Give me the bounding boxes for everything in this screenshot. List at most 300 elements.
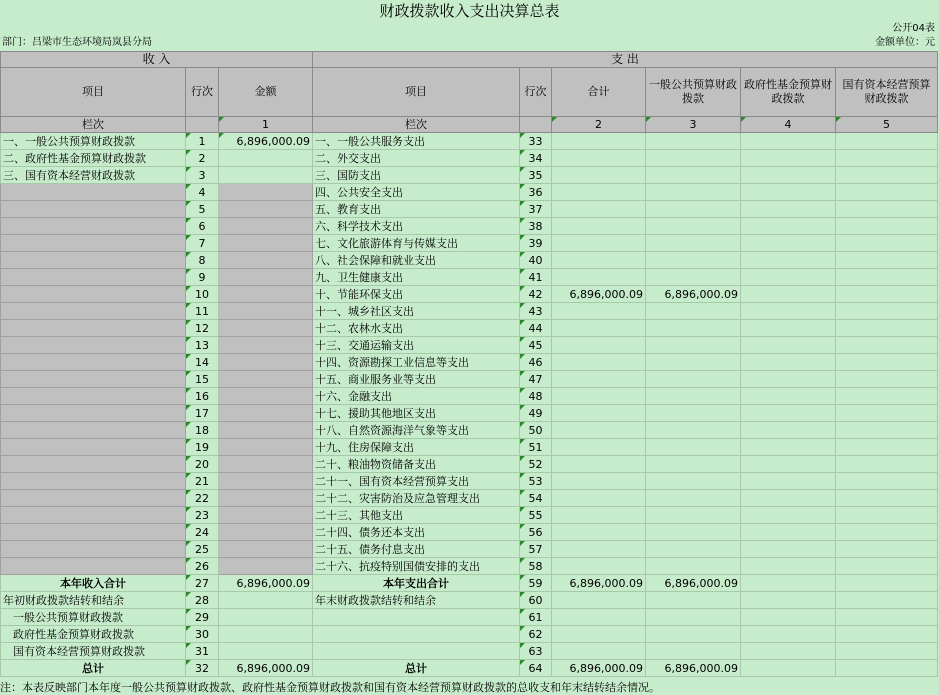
carry-expense-line[interactable]: 63 — [520, 643, 552, 660]
expense-item[interactable]: 九、卫生健康支出 — [313, 269, 520, 286]
expense-fund[interactable] — [741, 422, 836, 439]
carry-income-amount[interactable] — [219, 626, 313, 643]
expense-line[interactable]: 42 — [520, 286, 552, 303]
expense-fund[interactable] — [741, 218, 836, 235]
expense-line[interactable]: 57 — [520, 541, 552, 558]
expense-line[interactable]: 39 — [520, 235, 552, 252]
income-amount[interactable] — [219, 150, 313, 167]
income-item[interactable] — [1, 218, 186, 235]
expense-total[interactable] — [552, 524, 646, 541]
expense-state[interactable] — [836, 388, 938, 405]
expense-general[interactable] — [646, 456, 741, 473]
carry-expense-item[interactable] — [313, 609, 520, 626]
expense-state[interactable] — [836, 303, 938, 320]
expense-fund[interactable] — [741, 337, 836, 354]
col-index-label2: 栏次 — [313, 117, 520, 133]
expense-total[interactable] — [552, 133, 646, 150]
carry-expense-fund[interactable] — [741, 592, 836, 609]
income-amount[interactable] — [219, 235, 313, 252]
carry-expense-general[interactable] — [646, 643, 741, 660]
expense-state[interactable] — [836, 201, 938, 218]
expense-item[interactable]: 十四、资源勘探工业信息等支出 — [313, 354, 520, 371]
grand-expense-line[interactable]: 64 — [520, 660, 552, 677]
income-line[interactable]: 9 — [186, 269, 219, 286]
expense-state[interactable] — [836, 507, 938, 524]
expense-total-total[interactable]: 6,896,000.09 — [552, 575, 646, 592]
expense-general[interactable] — [646, 473, 741, 490]
income-item[interactable] — [1, 286, 186, 303]
expense-total[interactable] — [552, 473, 646, 490]
income-amount[interactable] — [219, 507, 313, 524]
expense-state[interactable] — [836, 541, 938, 558]
income-amount[interactable] — [219, 388, 313, 405]
expense-line[interactable]: 44 — [520, 320, 552, 337]
expense-line[interactable]: 55 — [520, 507, 552, 524]
expense-general[interactable] — [646, 337, 741, 354]
grand-income-label[interactable]: 总计 — [1, 660, 186, 677]
expense-general[interactable] — [646, 439, 741, 456]
grand-income-amount[interactable]: 6,896,000.09 — [219, 660, 313, 677]
expense-total[interactable] — [552, 354, 646, 371]
income-line[interactable]: 18 — [186, 422, 219, 439]
expense-state[interactable] — [836, 337, 938, 354]
expense-fund[interactable] — [741, 473, 836, 490]
expense-state[interactable] — [836, 473, 938, 490]
income-item[interactable]: 一、一般公共预算财政拨款 — [1, 133, 186, 150]
total-row — [1, 575, 938, 592]
expense-fund[interactable] — [741, 167, 836, 184]
expense-fund[interactable] — [741, 558, 836, 575]
income-item[interactable] — [1, 252, 186, 269]
expense-total[interactable] — [552, 150, 646, 167]
expense-state[interactable] — [836, 490, 938, 507]
expense-item[interactable]: 二十二、灾害防治及应急管理支出 — [313, 490, 520, 507]
income-amount[interactable] — [219, 337, 313, 354]
income-line[interactable]: 15 — [186, 371, 219, 388]
expense-line[interactable]: 47 — [520, 371, 552, 388]
expense-general[interactable] — [646, 541, 741, 558]
expense-total[interactable] — [552, 456, 646, 473]
income-amount[interactable] — [219, 524, 313, 541]
income-amount[interactable] — [219, 269, 313, 286]
carry-expense-total[interactable] — [552, 609, 646, 626]
expense-item[interactable]: 二十、粮油物资储备支出 — [313, 456, 520, 473]
income-amount[interactable] — [219, 286, 313, 303]
expense-fund[interactable] — [741, 541, 836, 558]
income-line[interactable]: 19 — [186, 439, 219, 456]
income-line[interactable]: 16 — [186, 388, 219, 405]
expense-total[interactable] — [552, 371, 646, 388]
income-item[interactable] — [1, 320, 186, 337]
carry-expense-line[interactable]: 61 — [520, 609, 552, 626]
carry-expense-total[interactable] — [552, 592, 646, 609]
income-item[interactable] — [1, 456, 186, 473]
income-item[interactable] — [1, 354, 186, 371]
expense-general[interactable] — [646, 507, 741, 524]
expense-general[interactable] — [646, 269, 741, 286]
carry-expense-item[interactable]: 年末财政拨款结转和结余 — [313, 592, 520, 609]
carry-income-line[interactable]: 29 — [186, 609, 219, 626]
income-line[interactable]: 22 — [186, 490, 219, 507]
expense-line[interactable]: 54 — [520, 490, 552, 507]
expense-fund[interactable] — [741, 490, 836, 507]
income-item[interactable] — [1, 388, 186, 405]
expense-fund[interactable] — [741, 184, 836, 201]
carry-income-amount[interactable] — [219, 592, 313, 609]
expense-item[interactable]: 三、国防支出 — [313, 167, 520, 184]
expense-line[interactable]: 53 — [520, 473, 552, 490]
grand-expense-fund[interactable] — [741, 660, 836, 677]
income-line[interactable]: 17 — [186, 405, 219, 422]
carry-expense-general[interactable] — [646, 592, 741, 609]
table-row — [1, 235, 938, 252]
income-item[interactable] — [1, 269, 186, 286]
carry-expense-state[interactable] — [836, 626, 938, 643]
expense-total[interactable] — [552, 184, 646, 201]
expense-total[interactable] — [552, 439, 646, 456]
income-line[interactable]: 24 — [186, 524, 219, 541]
income-line[interactable]: 5 — [186, 201, 219, 218]
expense-total[interactable] — [552, 201, 646, 218]
expense-line[interactable]: 38 — [520, 218, 552, 235]
expense-line[interactable]: 41 — [520, 269, 552, 286]
income-line[interactable]: 25 — [186, 541, 219, 558]
expense-fund[interactable] — [741, 252, 836, 269]
income-amount[interactable] — [219, 320, 313, 337]
table-row — [1, 490, 938, 507]
expense-line[interactable]: 36 — [520, 184, 552, 201]
expense-state[interactable] — [836, 286, 938, 303]
expense-fund[interactable] — [741, 405, 836, 422]
expense-fund[interactable] — [741, 524, 836, 541]
income-item[interactable] — [1, 303, 186, 320]
carry-income-item[interactable]: 政府性基金预算财政拨款 — [1, 626, 186, 643]
expense-general[interactable] — [646, 320, 741, 337]
expense-general[interactable] — [646, 218, 741, 235]
expense-item[interactable]: 四、公共安全支出 — [313, 184, 520, 201]
expense-general[interactable] — [646, 405, 741, 422]
expense-line[interactable]: 49 — [520, 405, 552, 422]
expense-total[interactable] — [552, 507, 646, 524]
expense-general[interactable] — [646, 167, 741, 184]
expense-item[interactable]: 二、外交支出 — [313, 150, 520, 167]
income-line[interactable]: 7 — [186, 235, 219, 252]
carry-expense-general[interactable] — [646, 626, 741, 643]
expense-general[interactable] — [646, 558, 741, 575]
expense-general[interactable] — [646, 235, 741, 252]
carry-expense-item[interactable] — [313, 626, 520, 643]
income-amount[interactable] — [219, 456, 313, 473]
expense-general[interactable]: 6,896,000.09 — [646, 286, 741, 303]
expense-total[interactable]: 6,896,000.09 — [552, 286, 646, 303]
income-total-label[interactable]: 本年收入合计 — [1, 575, 186, 592]
expense-general[interactable] — [646, 524, 741, 541]
income-item[interactable] — [1, 558, 186, 575]
expense-state[interactable] — [836, 524, 938, 541]
carry-row — [1, 626, 938, 643]
income-item[interactable] — [1, 184, 186, 201]
income-item[interactable] — [1, 201, 186, 218]
expense-general[interactable] — [646, 150, 741, 167]
income-line[interactable]: 14 — [186, 354, 219, 371]
carry-income-line[interactable]: 30 — [186, 626, 219, 643]
grand-expense-state[interactable] — [836, 660, 938, 677]
expense-fund[interactable] — [741, 235, 836, 252]
expense-item[interactable]: 十三、交通运输支出 — [313, 337, 520, 354]
income-amount[interactable] — [219, 201, 313, 218]
income-total-amount[interactable]: 6,896,000.09 — [219, 575, 313, 592]
expense-item[interactable]: 七、文化旅游体育与传媒支出 — [313, 235, 520, 252]
expense-total-label[interactable]: 本年支出合计 — [313, 575, 520, 592]
expense-fund[interactable] — [741, 354, 836, 371]
carry-expense-total[interactable] — [552, 643, 646, 660]
expense-state[interactable] — [836, 150, 938, 167]
expense-line[interactable]: 50 — [520, 422, 552, 439]
expense-line[interactable]: 58 — [520, 558, 552, 575]
col-index-2: 2 — [552, 117, 646, 133]
carry-expense-fund[interactable] — [741, 626, 836, 643]
expense-total[interactable] — [552, 388, 646, 405]
expense-item[interactable]: 八、社会保障和就业支出 — [313, 252, 520, 269]
expense-state[interactable] — [836, 354, 938, 371]
income-line[interactable]: 13 — [186, 337, 219, 354]
expense-state[interactable] — [836, 252, 938, 269]
carry-income-item[interactable]: 一般公共预算财政拨款 — [1, 609, 186, 626]
expense-state[interactable] — [836, 269, 938, 286]
income-item[interactable] — [1, 524, 186, 541]
income-amount[interactable] — [219, 439, 313, 456]
income-item[interactable] — [1, 490, 186, 507]
income-line[interactable]: 10 — [186, 286, 219, 303]
expense-total[interactable] — [552, 558, 646, 575]
expense-item[interactable]: 十一、城乡社区支出 — [313, 303, 520, 320]
expense-fund[interactable] — [741, 150, 836, 167]
expense-total-general[interactable]: 6,896,000.09 — [646, 575, 741, 592]
expense-fund[interactable] — [741, 303, 836, 320]
expense-general[interactable] — [646, 201, 741, 218]
expense-item[interactable]: 五、教育支出 — [313, 201, 520, 218]
expense-item[interactable]: 二十五、债务付息支出 — [313, 541, 520, 558]
expense-item[interactable]: 十八、自然资源海洋气象等支出 — [313, 422, 520, 439]
expense-fund[interactable] — [741, 507, 836, 524]
expense-fund[interactable] — [741, 320, 836, 337]
expense-line[interactable]: 33 — [520, 133, 552, 150]
page-title: 财政拨款收入支出决算总表 — [379, 2, 560, 20]
expense-line[interactable]: 34 — [520, 150, 552, 167]
expense-line[interactable]: 40 — [520, 252, 552, 269]
expense-item[interactable]: 二十四、债务还本支出 — [313, 524, 520, 541]
expense-fund[interactable] — [741, 456, 836, 473]
expense-item[interactable]: 十二、农林水支出 — [313, 320, 520, 337]
expense-line[interactable]: 56 — [520, 524, 552, 541]
expense-general[interactable] — [646, 422, 741, 439]
expense-state[interactable] — [836, 218, 938, 235]
expense-line[interactable]: 45 — [520, 337, 552, 354]
expense-total[interactable] — [552, 303, 646, 320]
expense-fund[interactable] — [741, 388, 836, 405]
expense-line[interactable]: 37 — [520, 201, 552, 218]
carry-expense-fund[interactable] — [741, 609, 836, 626]
table-row — [1, 150, 938, 167]
expense-item[interactable]: 六、科学技术支出 — [313, 218, 520, 235]
income-item[interactable] — [1, 405, 186, 422]
expense-total[interactable] — [552, 269, 646, 286]
income-item[interactable] — [1, 235, 186, 252]
expense-line[interactable]: 35 — [520, 167, 552, 184]
expense-general[interactable] — [646, 371, 741, 388]
income-item[interactable] — [1, 422, 186, 439]
income-line[interactable]: 4 — [186, 184, 219, 201]
carry-income-item[interactable]: 国有资本经营预算财政拨款 — [1, 643, 186, 660]
expense-total[interactable] — [552, 252, 646, 269]
expense-item[interactable]: 十九、住房保障支出 — [313, 439, 520, 456]
income-line[interactable]: 6 — [186, 218, 219, 235]
income-amount[interactable] — [219, 558, 313, 575]
grand-expense-general[interactable]: 6,896,000.09 — [646, 660, 741, 677]
expense-item[interactable]: 二十六、抗疫特别国债安排的支出 — [313, 558, 520, 575]
income-amount[interactable] — [219, 184, 313, 201]
expense-fund[interactable] — [741, 133, 836, 150]
expense-item[interactable]: 二十一、国有资本经营预算支出 — [313, 473, 520, 490]
carry-income-item[interactable]: 年初财政拨款结转和结余 — [1, 592, 186, 609]
income-item[interactable] — [1, 439, 186, 456]
expense-total[interactable] — [552, 167, 646, 184]
expense-line[interactable]: 52 — [520, 456, 552, 473]
expense-line[interactable]: 48 — [520, 388, 552, 405]
income-line[interactable]: 1 — [186, 133, 219, 150]
expense-general[interactable] — [646, 490, 741, 507]
income-item[interactable] — [1, 507, 186, 524]
carry-expense-state[interactable] — [836, 609, 938, 626]
carry-expense-general[interactable] — [646, 609, 741, 626]
expense-fund[interactable] — [741, 269, 836, 286]
carry-expense-line[interactable]: 60 — [520, 592, 552, 609]
expense-line[interactable]: 43 — [520, 303, 552, 320]
income-amount[interactable] — [219, 490, 313, 507]
grand-income-line[interactable]: 32 — [186, 660, 219, 677]
expense-general[interactable] — [646, 252, 741, 269]
expense-total[interactable] — [552, 235, 646, 252]
income-amount[interactable] — [219, 252, 313, 269]
income-amount[interactable] — [219, 167, 313, 184]
expense-state[interactable] — [836, 133, 938, 150]
income-item[interactable] — [1, 473, 186, 490]
expense-state[interactable] — [836, 558, 938, 575]
income-line[interactable]: 12 — [186, 320, 219, 337]
income-amount[interactable] — [219, 473, 313, 490]
expense-fund[interactable] — [741, 201, 836, 218]
table-row — [1, 354, 938, 371]
carry-income-amount[interactable] — [219, 609, 313, 626]
carry-expense-line[interactable]: 62 — [520, 626, 552, 643]
income-item[interactable]: 二、政府性基金预算财政拨款 — [1, 150, 186, 167]
carry-income-line[interactable]: 31 — [186, 643, 219, 660]
carry-income-line[interactable]: 28 — [186, 592, 219, 609]
expense-total[interactable] — [552, 490, 646, 507]
expense-item[interactable]: 十五、商业服务业等支出 — [313, 371, 520, 388]
expense-state[interactable] — [836, 456, 938, 473]
expense-general[interactable] — [646, 303, 741, 320]
expense-fund[interactable] — [741, 286, 836, 303]
table-row — [1, 269, 938, 286]
income-amount[interactable] — [219, 422, 313, 439]
expense-state[interactable] — [836, 371, 938, 388]
expense-item[interactable]: 二十三、其他支出 — [313, 507, 520, 524]
income-line[interactable]: 26 — [186, 558, 219, 575]
income-amount[interactable] — [219, 354, 313, 371]
expense-state[interactable] — [836, 320, 938, 337]
income-amount[interactable] — [219, 541, 313, 558]
expense-state[interactable] — [836, 184, 938, 201]
table-row — [1, 473, 938, 490]
grand-expense-total[interactable]: 6,896,000.09 — [552, 660, 646, 677]
expense-state[interactable] — [836, 405, 938, 422]
carry-expense-total[interactable] — [552, 626, 646, 643]
income-amount[interactable] — [219, 303, 313, 320]
expense-total[interactable] — [552, 320, 646, 337]
income-item[interactable] — [1, 337, 186, 354]
income-line[interactable]: 3 — [186, 167, 219, 184]
expense-state[interactable] — [836, 422, 938, 439]
expense-state[interactable] — [836, 439, 938, 456]
income-item[interactable]: 三、国有资本经营财政拨款 — [1, 167, 186, 184]
expense-total[interactable] — [552, 218, 646, 235]
income-amount[interactable]: 6,896,000.09 — [219, 133, 313, 150]
expense-item[interactable]: 十、节能环保支出 — [313, 286, 520, 303]
expense-total[interactable] — [552, 541, 646, 558]
income-line[interactable]: 8 — [186, 252, 219, 269]
expense-total[interactable] — [552, 337, 646, 354]
carry-row — [1, 609, 938, 626]
income-item[interactable] — [1, 371, 186, 388]
income-total-line[interactable]: 27 — [186, 575, 219, 592]
expense-item[interactable]: 十六、金融支出 — [313, 388, 520, 405]
expense-line[interactable]: 46 — [520, 354, 552, 371]
expense-general[interactable] — [646, 388, 741, 405]
income-line[interactable]: 2 — [186, 150, 219, 167]
expense-total[interactable] — [552, 422, 646, 439]
expense-total-line[interactable]: 59 — [520, 575, 552, 592]
income-amount[interactable] — [219, 218, 313, 235]
expense-fund[interactable] — [741, 371, 836, 388]
expense-total[interactable] — [552, 405, 646, 422]
carry-expense-item[interactable] — [313, 643, 520, 660]
expense-line[interactable]: 51 — [520, 439, 552, 456]
expense-general[interactable] — [646, 184, 741, 201]
grand-expense-label[interactable]: 总计 — [313, 660, 520, 677]
income-line[interactable]: 11 — [186, 303, 219, 320]
income-amount[interactable] — [219, 405, 313, 422]
carry-expense-state[interactable] — [836, 592, 938, 609]
expense-fund[interactable] — [741, 439, 836, 456]
expense-general[interactable] — [646, 354, 741, 371]
expense-total-fund[interactable] — [741, 575, 836, 592]
income-amount[interactable] — [219, 371, 313, 388]
expense-item[interactable]: 十七、援助其他地区支出 — [313, 405, 520, 422]
expense-state[interactable] — [836, 167, 938, 184]
expense-general[interactable] — [646, 133, 741, 150]
carry-expense-fund[interactable] — [741, 643, 836, 660]
carry-income-amount[interactable] — [219, 643, 313, 660]
income-item[interactable] — [1, 541, 186, 558]
income-line[interactable]: 21 — [186, 473, 219, 490]
income-line[interactable]: 20 — [186, 456, 219, 473]
carry-expense-state[interactable] — [836, 643, 938, 660]
expense-item[interactable]: 一、一般公共服务支出 — [313, 133, 520, 150]
expense-total-state[interactable] — [836, 575, 938, 592]
income-line[interactable]: 23 — [186, 507, 219, 524]
expense-state[interactable] — [836, 235, 938, 252]
